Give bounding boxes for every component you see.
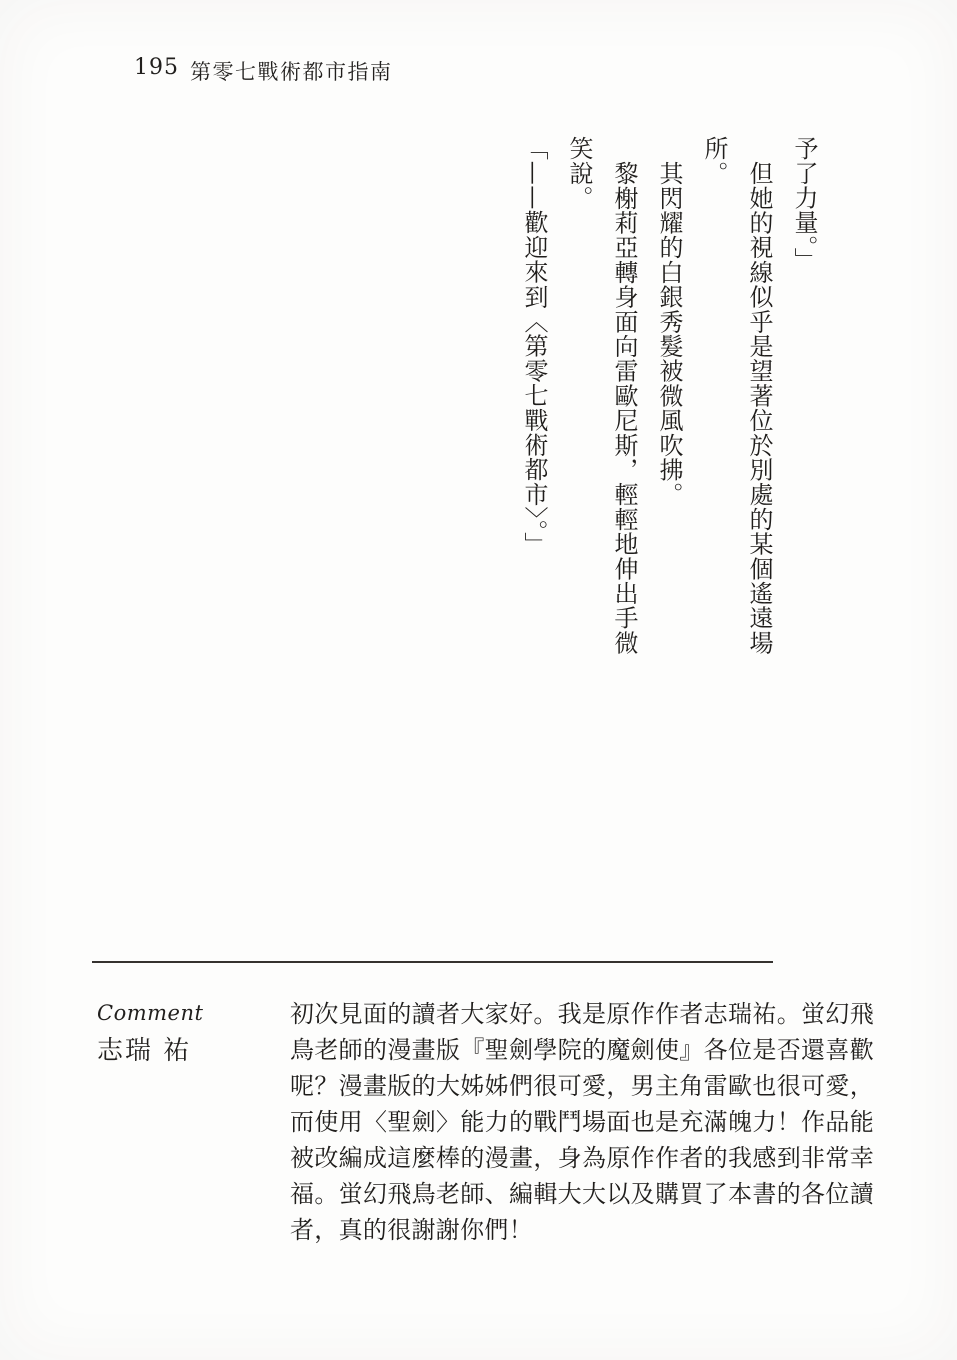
page-number: 195 (134, 55, 179, 80)
novel-paragraph: 其閃耀的白銀秀髮被微風吹拂。 (655, 161, 683, 507)
novel-text-vertical (511, 136, 826, 657)
author-comment-paragraph: 初次見面的讀者大家好。我是原作作者志瑞祐。蛍幻飛鳥老師的漫畫版『聖劍學院的魔劍使』各位是否還喜歡呢？漫畫版的大姊姊們很可愛，男主角雷歐也很可愛，而使用〈聖劍〉能力的戰鬥場面也是充滿魄力！作品能被改編成這麼棒的漫畫，身為原作作者的我感到非常幸福。蛍幻飛鳥老師、編輯大大以及購買了本書的各位讀者，真的很謝謝你們！ (290, 1000, 874, 1244)
comment-section-label: Comment (97, 1001, 204, 1025)
novel-paragraph: 予了力量。」 (790, 136, 818, 273)
running-head-title: 第零七戰術都市指南 (190, 60, 393, 84)
novel-paragraph: 但她的視線似乎是望著位於別處的某個遙遠場所。 (700, 136, 773, 655)
novel-paragraph: 「——歡迎來到〈第零七戰術都市〉。」 (520, 136, 548, 557)
novel-paragraph: 黎榭莉亞轉身面向雷歐尼斯，輕輕地伸出手微笑說。 (565, 136, 638, 655)
author-name: 志瑞 祐 (97, 1036, 192, 1066)
section-divider-rule (92, 961, 773, 963)
